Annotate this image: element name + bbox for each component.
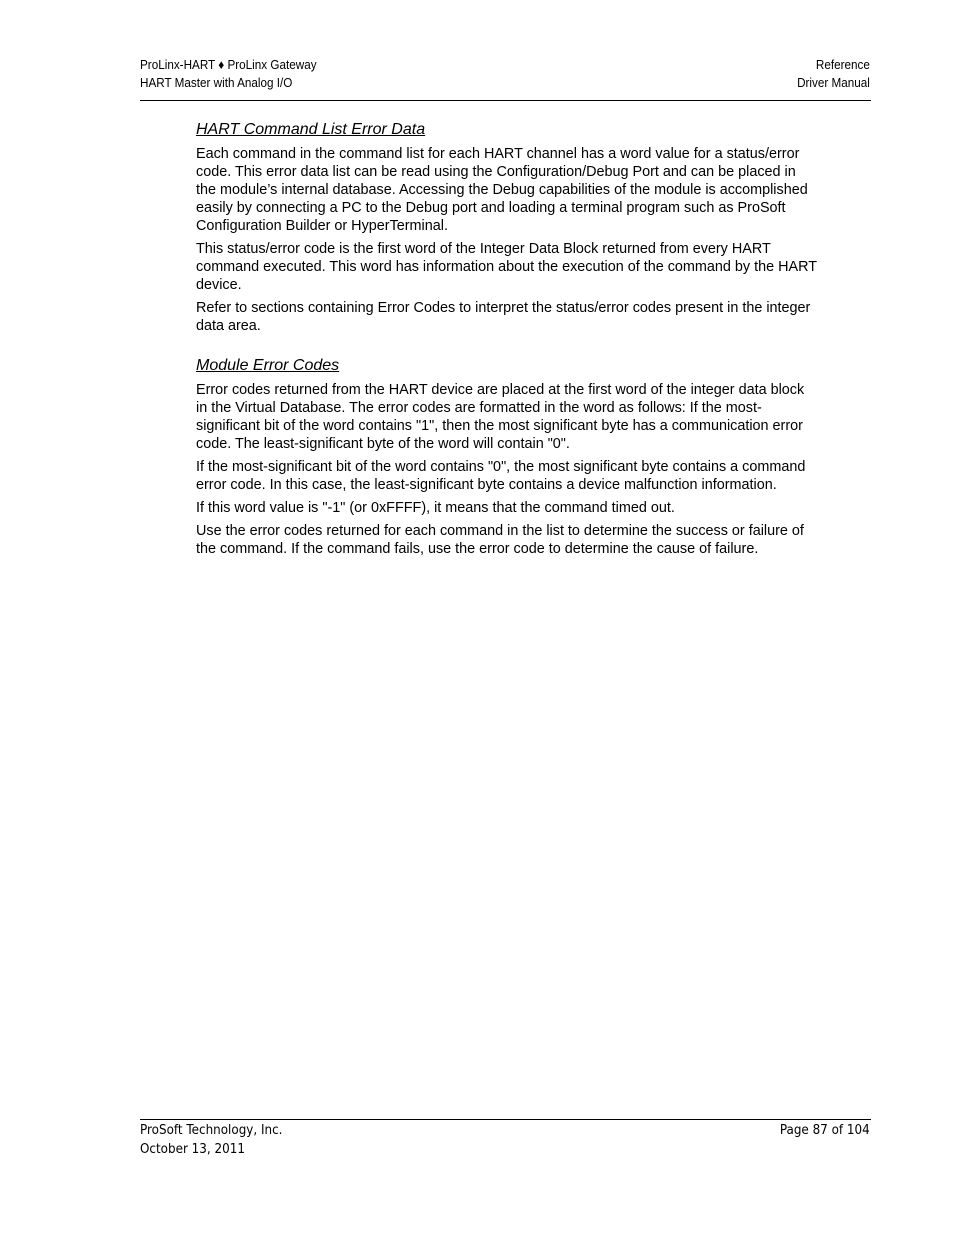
header-divider bbox=[140, 100, 871, 101]
paragraph: If this word value is "-1" (or 0xFFFF), it means that the command timed out. bbox=[196, 500, 675, 516]
paragraph: This status/error code is the first word of the Integer Data Block returned from every HART command executed. This word has information about the execution of the command by the HART device. bbox=[196, 241, 817, 293]
paragraph: Refer to sections containing Error Codes to interpret the status/error codes present in the integer data area. bbox=[196, 300, 811, 334]
header-product-subtitle: HART Master with Analog I/O bbox=[140, 75, 293, 90]
section-spacer bbox=[196, 340, 818, 356]
page-content bbox=[196, 120, 818, 563]
section-heading: Module Error Codes bbox=[196, 357, 340, 374]
section-heading: HART Command List Error Data bbox=[196, 121, 426, 138]
section-module-error-codes bbox=[196, 356, 818, 558]
paragraph: If the most-significant bit of the word contains "0", the most significant byte contains a command error code. In this case, the least-significant byte contains a device malfunction information. bbox=[196, 459, 806, 493]
footer-divider bbox=[140, 1119, 871, 1120]
paragraph: Error codes returned from the HART device are placed at the first word of the integer data block in the Virtual Database. The error codes are formatted in the word as follows: If the most-significant bit of the word contains "1", then the most significant byte has a communication error code. The least-significant byte of the word will contain "0". bbox=[196, 382, 805, 452]
footer-page-number: Page 87 of 104 bbox=[780, 1123, 870, 1138]
header-right bbox=[797, 56, 870, 92]
header-product-title: ProLinx-HART ♦ ProLinx Gateway bbox=[140, 57, 317, 72]
paragraph: Each command in the command list for each HART channel has a word value for a status/error code. This error data list can be read using the Configuration/Debug Port and can be placed in the module’s internal database. Accessing the Debug capabilities of the module is accomplished easily by connecting a PC to the Debug port and loading a terminal program such as ProSoft Configuration Builder or HyperTerminal. bbox=[196, 146, 808, 234]
section-command-list-error-data bbox=[196, 120, 818, 335]
paragraph: Use the error codes returned for each command in the list to determine the success or failure of the command. If the command fails, use the error code to determine the cause of failure. bbox=[196, 523, 804, 557]
footer-date: October 13, 2011 bbox=[140, 1142, 245, 1157]
header-chapter: Reference bbox=[815, 57, 870, 72]
header-left bbox=[140, 56, 317, 92]
footer-company: ProSoft Technology, Inc. bbox=[140, 1123, 283, 1138]
header-manual-type: Driver Manual bbox=[797, 75, 870, 90]
footer-left bbox=[140, 1121, 282, 1159]
